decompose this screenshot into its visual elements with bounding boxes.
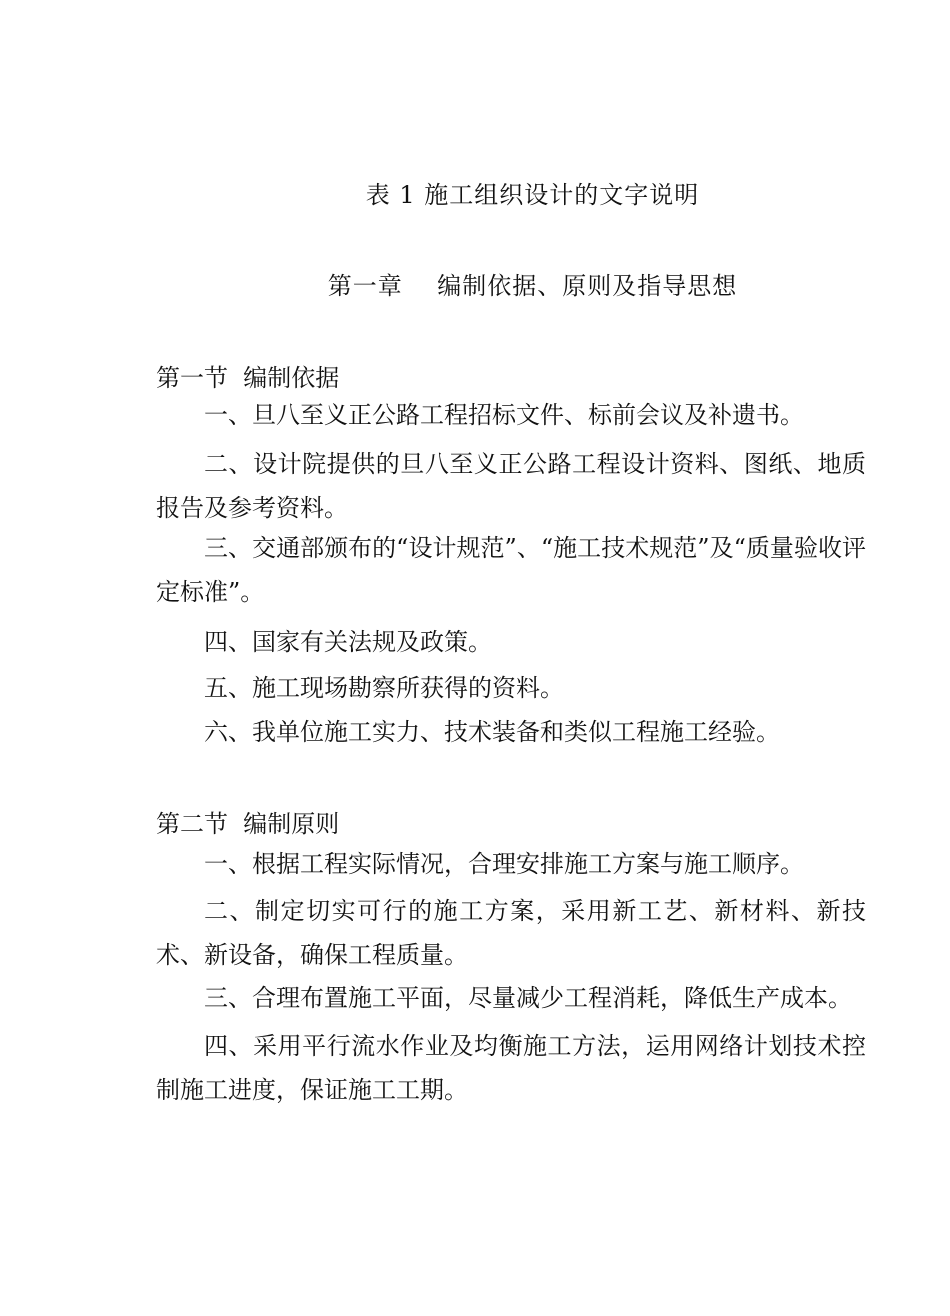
- list-item: 二、设计院提供的旦八至义正公路工程设计资料、图纸、地质报告及参考资料。: [156, 450, 866, 522]
- list-item: 五、施工现场勘察所获得的资料。: [204, 674, 564, 702]
- list-item: 六、我单位施工实力、技术装备和类似工程施工经验。: [204, 718, 780, 746]
- table-title: 表 1 施工组织设计的文字说明: [365, 181, 700, 209]
- list-item: 三、合理布置施工平面，尽量减少工程消耗，降低生产成本。: [204, 984, 852, 1012]
- section-heading-principles: 第二节 编制原则: [156, 810, 340, 838]
- list-item: 四、采用平行流水作业及均衡施工方法，运用网络计划技术控制施工进度，保证施工工期。: [156, 1032, 866, 1104]
- list-item: 三、交通部颁布的“设计规范”、“施工技术规范”及“质量验收评定标准”。: [156, 534, 866, 606]
- chapter-title: 第一章 编制依据、原则及指导思想: [327, 272, 738, 300]
- section-heading-basis: 第一节 编制依据: [156, 364, 340, 392]
- list-item: 二、制定切实可行的施工方案，采用新工艺、新材料、新技术、新设备，确保工程质量。: [156, 897, 866, 969]
- list-item: 一、根据工程实际情况，合理安排施工方案与施工顺序。: [204, 850, 804, 878]
- list-item: 一、旦八至义正公路工程招标文件、标前会议及补遗书。: [204, 401, 804, 429]
- list-item: 四、国家有关法规及政策。: [204, 628, 492, 656]
